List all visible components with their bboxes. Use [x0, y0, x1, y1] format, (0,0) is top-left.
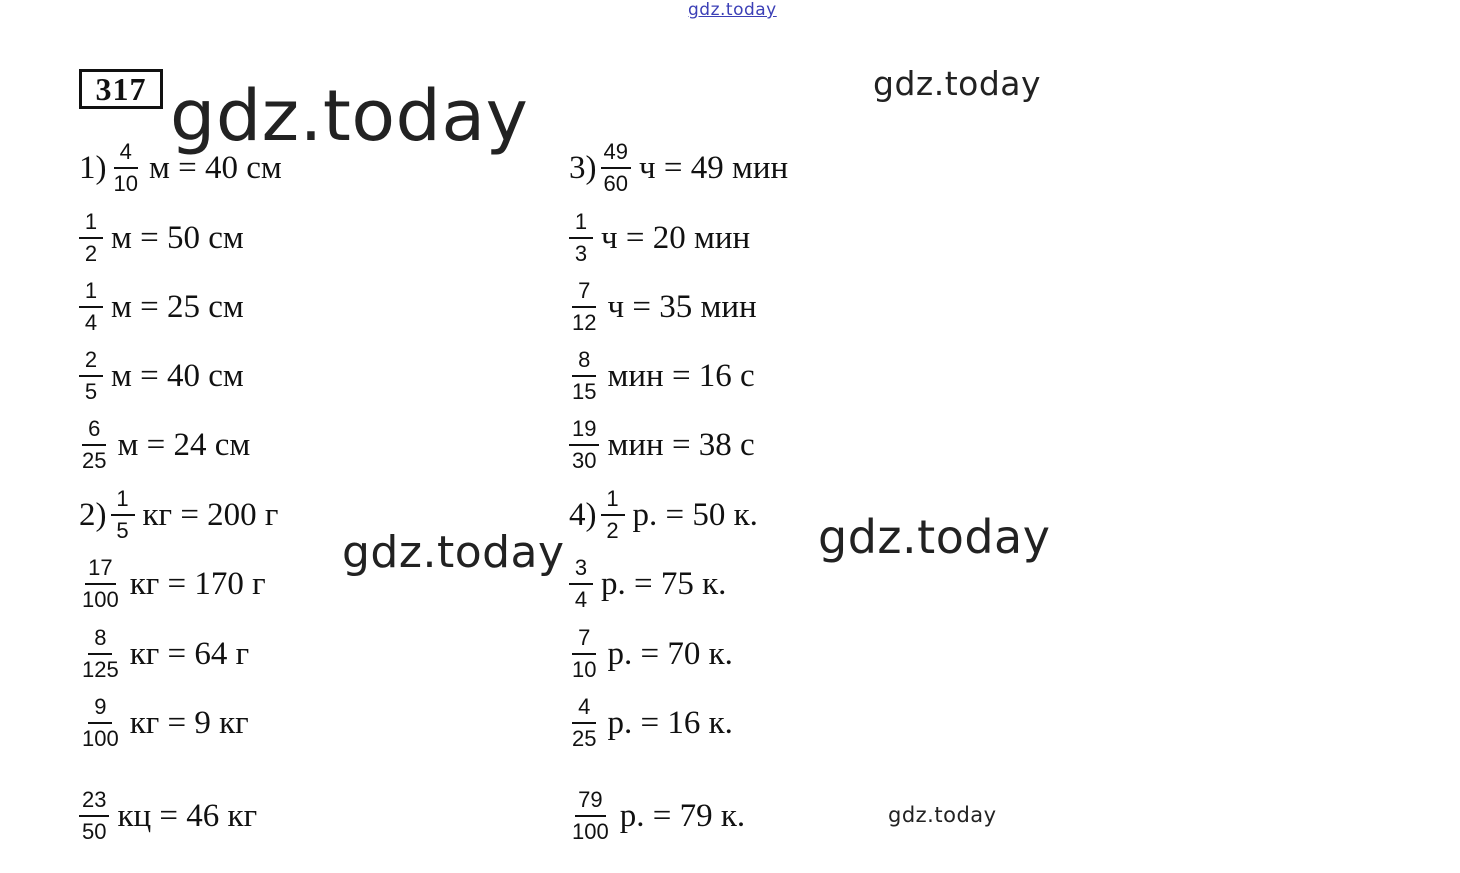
equation-text: м = 40 см [148, 149, 282, 186]
equation-text: р. = 50 к. [632, 496, 758, 533]
solution-row [79, 138, 282, 198]
equation-text: р. = 70 к. [607, 635, 733, 672]
equation-text: кг = 200 г [142, 496, 279, 533]
numerator: 4 [572, 694, 596, 724]
fraction [111, 486, 135, 544]
equation-text: м = 25 см [111, 288, 244, 325]
equation-text: мин = 16 с [607, 357, 755, 394]
denominator: 100 [82, 726, 119, 751]
solution-row [569, 415, 755, 475]
numerator: 8 [88, 625, 112, 655]
denominator: 12 [572, 310, 597, 335]
fraction [569, 209, 593, 267]
equation-text: р. = 16 к. [607, 704, 733, 741]
fraction [569, 347, 599, 405]
equation-text: кг = 9 кг [129, 704, 249, 741]
watermark-top-right: gdz.today [873, 64, 1042, 103]
denominator: 15 [572, 379, 597, 404]
numerator: 7 [572, 278, 596, 308]
denominator: 2 [84, 241, 98, 266]
watermark-top: gdz.today [688, 0, 777, 20]
numerator: 7 [572, 625, 596, 655]
numerator: 2 [79, 347, 103, 377]
fraction [79, 787, 109, 845]
solution-row [79, 485, 278, 545]
numerator: 79 [575, 787, 605, 817]
numerator: 9 [88, 694, 112, 724]
solution-row [569, 624, 733, 684]
fraction [569, 787, 612, 845]
solution-row [79, 693, 249, 753]
part-label: 1) [79, 149, 107, 186]
equation-text: кг = 64 г [129, 635, 250, 672]
numerator: 8 [572, 347, 596, 377]
equation-text: кц = 46 кг [117, 797, 258, 834]
numerator: 19 [569, 416, 599, 446]
denominator: 25 [572, 726, 597, 751]
denominator: 2 [606, 518, 619, 543]
solution-row [569, 693, 733, 753]
fraction [569, 278, 599, 336]
denominator: 125 [82, 657, 119, 682]
fraction [79, 555, 122, 613]
fraction [569, 555, 593, 613]
numerator: 23 [79, 787, 109, 817]
watermark-bottom: gdz.today [888, 803, 997, 827]
watermark-right: gdz.today [818, 510, 1051, 564]
solution-row [569, 485, 758, 545]
part-label: 3) [569, 149, 597, 186]
equation-text: р. = 79 к. [619, 797, 746, 834]
equation-text: р. = 75 к. [601, 565, 727, 602]
fraction [111, 139, 141, 197]
numerator: 1 [569, 209, 593, 239]
solution-row [79, 624, 249, 684]
solution-row [79, 346, 244, 406]
fraction [569, 625, 599, 683]
watermark-middle: gdz.today [342, 527, 565, 578]
fraction [79, 209, 103, 267]
denominator: 10 [572, 657, 597, 682]
equation-text: ч = 35 мин [607, 288, 757, 325]
numerator: 4 [114, 139, 138, 169]
numerator: 6 [82, 416, 106, 446]
fraction [79, 347, 103, 405]
task-number-box: 317 [79, 69, 163, 109]
equation-text: м = 50 см [111, 219, 244, 256]
denominator: 100 [82, 587, 119, 612]
fraction [601, 139, 631, 197]
solution-row [79, 786, 257, 846]
solution-row [569, 346, 755, 406]
denominator: 30 [572, 448, 597, 473]
equation-text: м = 40 см [111, 357, 244, 394]
fraction [79, 278, 103, 336]
watermark-big: gdz.today [170, 75, 529, 157]
solution-row [569, 554, 726, 614]
denominator: 10 [113, 171, 138, 196]
denominator: 4 [84, 310, 98, 335]
equation-text: ч = 49 мин [638, 149, 789, 186]
equation-text: мин = 38 с [607, 426, 755, 463]
denominator: 60 [603, 171, 628, 196]
solution-row [569, 208, 750, 268]
denominator: 50 [82, 819, 107, 844]
denominator: 3 [574, 241, 588, 266]
solution-row [569, 138, 788, 198]
part-label: 2) [79, 496, 107, 533]
numerator: 1 [111, 486, 135, 516]
fraction [79, 694, 122, 752]
numerator: 3 [569, 555, 593, 585]
fraction [569, 694, 599, 752]
numerator: 49 [601, 139, 631, 169]
solution-row [79, 415, 250, 475]
solution-row [79, 208, 244, 268]
fraction [569, 416, 599, 474]
denominator: 4 [574, 587, 588, 612]
numerator: 1 [79, 278, 103, 308]
denominator: 100 [572, 819, 609, 844]
denominator: 25 [82, 448, 107, 473]
equation-text: кг = 170 г [129, 565, 266, 602]
solution-row [569, 277, 757, 337]
part-label: 4) [569, 496, 597, 533]
fraction [79, 416, 109, 474]
denominator: 5 [116, 518, 129, 543]
equation-text: ч = 20 мин [601, 219, 751, 256]
denominator: 5 [84, 379, 98, 404]
fraction [601, 486, 625, 544]
numerator: 1 [601, 486, 625, 516]
solution-row [79, 277, 244, 337]
solution-row [79, 554, 266, 614]
equation-text: м = 24 см [117, 426, 251, 463]
numerator: 1 [79, 209, 103, 239]
fraction [79, 625, 122, 683]
numerator: 17 [85, 555, 115, 585]
solution-row [569, 786, 745, 846]
